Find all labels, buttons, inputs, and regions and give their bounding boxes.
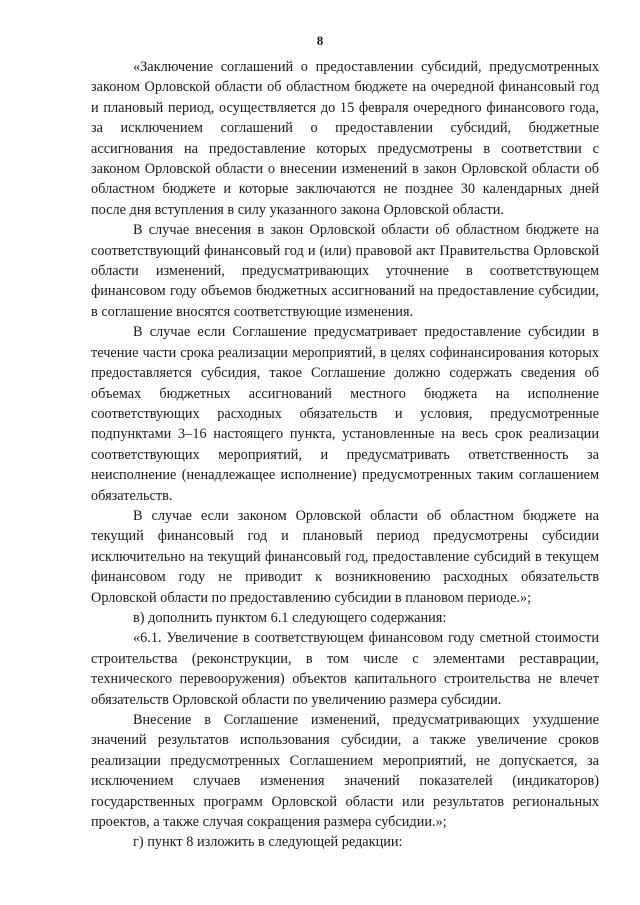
paragraph-amendments: Внесение в Соглашение изменений, предусматривающих ухудшение значений результатов использования субсидии, а также увеличение сроков реализации предусмотренных Соглашением мероприятий, не допускается, за исключением случаев изменения значений показателей (индикаторов) государственных программ Орловской области или результатов региональных проектов, а также случая сокращения размера субсидии.»;: [91, 712, 599, 831]
paragraph-current-year-subsidy: В случае если законом Орловской области об областном бюджете на текущий финансовый год и плановый период предусмотрены субсидии исключительно на текущий финансовый год, предоставление субсидий в текущем финансовом году не приводит к возникновению расходных обязательств Орловской области по предоставлению субсидии в плановом периоде.»;: [91, 507, 599, 606]
page-number: 8: [316, 33, 324, 48]
paragraph-budget-law-changes: В случае внесения в закон Орловской области об областном бюджете на соответствующий финансовый год и (или) правовой акт Правительства Орловской области изменений, предусматривающих уточнение в соответствующем финансовом году объемов бюджетных ассигнований на предоставление субсидии, в соглашение вносятся соответствующие изменения.: [91, 222, 599, 320]
paragraph-agreement-conclusion: «Заключение соглашений о предоставлении субсидий, предусмотренных законом Орловской области об областном бюджете на очередной финансовый год и плановый период, осуществляется до 15 февраля очередного финансового года, за исключением соглашений о предоставлении субсидий, бюджетные ассигнования на предоставление которых предусмотрены в соответствии с законом Орловской области о внесении изменений в закон Орловской области об областном бюджете и которые заключаются не позднее 30 календарных дней после дня вступления в силу указанного закона Орловской области.: [91, 59, 599, 218]
paragraph-item-v: в) дополнить пунктом 6.1 следующего содержания:: [133, 609, 447, 626]
document-body: [91, 57, 599, 853]
paragraph-partial-term-subsidy: В случае если Соглашение предусматривает предоставление субсидии в течение части срока реализации мероприятий, в целях софинансирования которых предоставляется субсидия, такое Соглашение должно содержать сведения об объемах бюджетных ассигнований местного бюджета на исполнение соответствующих расходных обязательств и условия, предусмотренные подпунктами 3–16 настоящего пункта, установленные на весь срок реализации соответствующих мероприятий, и предусматривать ответственность за неисполнение (ненадлежащее исполнение) предусмотренных таким соглашением обязательств.: [91, 324, 599, 504]
paragraph-item-g: г) пункт 8 изложить в следующей редакции:: [133, 834, 403, 851]
paragraph-clause-6-1: «6.1. Увеличение в соответствующем финансовом году сметной стоимости строительства (реконструкции, в том числе с элементами реставрации, технического перевооружения) объектов капитального строительства не влечет обязательств Орловской области по увеличению размера субсидии.: [91, 630, 599, 708]
